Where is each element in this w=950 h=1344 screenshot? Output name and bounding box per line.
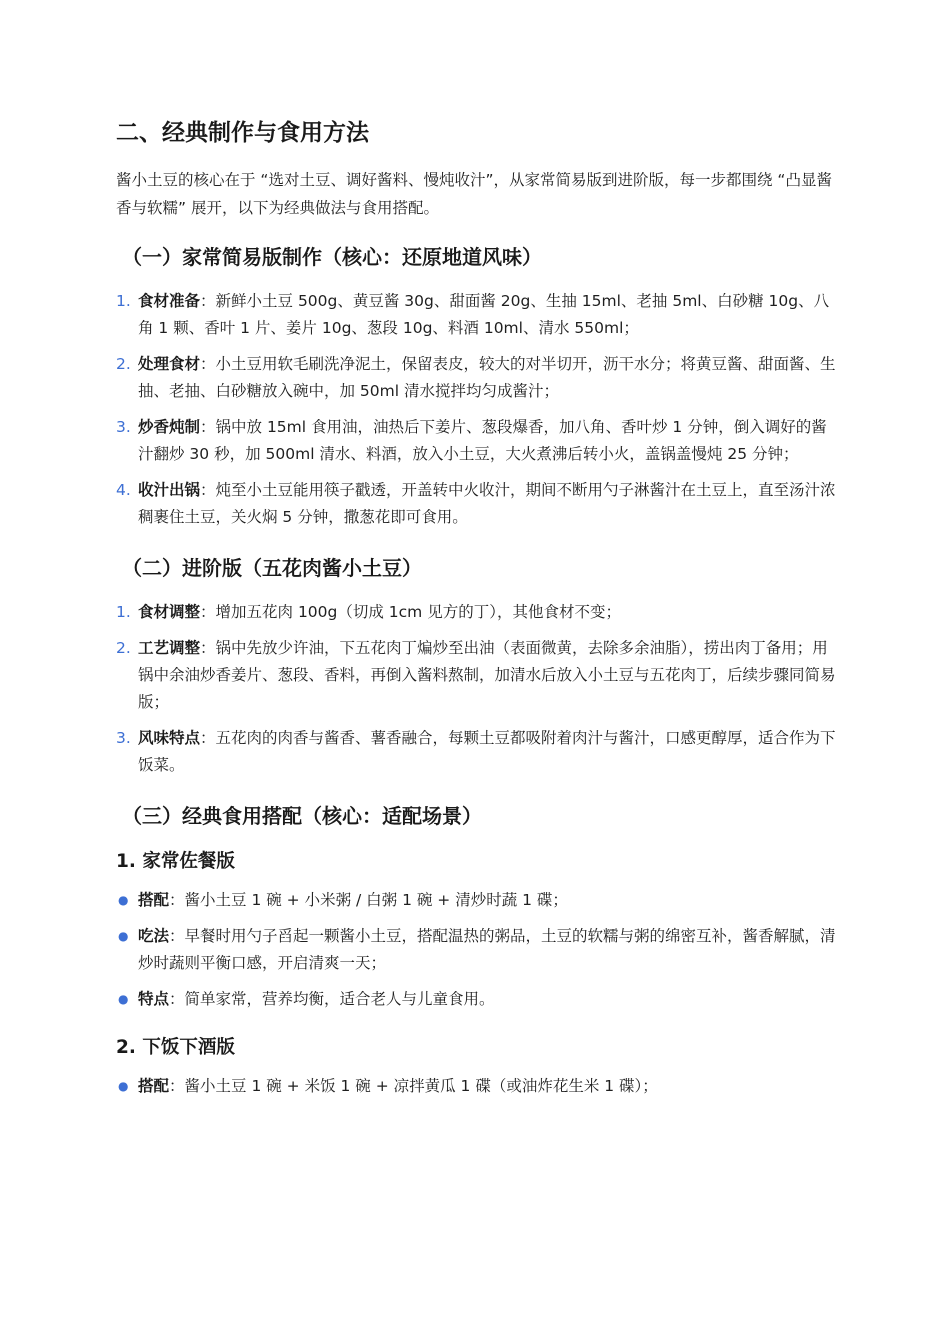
list-number: 3. (116, 418, 131, 436)
item-label: 处理食材 (138, 355, 201, 373)
item-text: ：简单家常，营养均衡，适合老人与儿童食用。 (169, 990, 495, 1008)
item-label: 食材准备 (138, 292, 201, 310)
section-heading: 二、经典制作与食用方法 (116, 120, 369, 146)
part3-heading: （三）经典食用搭配（核心：适配场景） (122, 804, 482, 828)
item-label: 风味特点 (138, 729, 201, 747)
item-label: 工艺调整 (138, 639, 201, 657)
list-item (116, 887, 838, 914)
list-item (116, 1073, 838, 1100)
list-number: 1. (116, 292, 131, 310)
item-text: ：小土豆用软毛刷洗净泥土，保留表皮，较大的对半切开，沥干水分；将黄豆酱、甜面酱、生抽、老抽、白砂糖放入碗中，加 50ml 清水搅拌均匀成酱汁； (138, 355, 836, 400)
group2-items (116, 1073, 838, 1100)
list-item (116, 477, 838, 531)
bullet-icon: ● (118, 929, 129, 943)
item-text: ：增加五花肉 100g（切成 1cm 见方的丁），其他食材不变； (200, 603, 621, 621)
list-item (116, 986, 838, 1013)
item-text: ：新鲜小土豆 500g、黄豆酱 30g、甜面酱 20g、生抽 15ml、老抽 5ml、白砂糖 10g、八角 1 颗、香叶 1 片、姜片 10g、葱段 10g、料酒 10ml、清水 550ml； (138, 292, 830, 337)
item-label: 食材调整 (138, 603, 201, 621)
document-body (116, 114, 838, 1120)
group1-heading: 1. 家常佐餐版 (116, 851, 235, 872)
list-item (116, 599, 838, 626)
item-label: 收汁出锅 (138, 481, 201, 499)
list-number: 3. (116, 729, 131, 747)
item-label: 特点 (138, 990, 170, 1008)
item-label: 搭配 (138, 1077, 170, 1095)
part2-steps (116, 599, 838, 779)
list-number: 1. (116, 603, 131, 621)
list-item (116, 351, 838, 405)
item-text: ：锅中放 15ml 食用油，油热后下姜片、葱段爆香，加八角、香叶炒 1 分钟，倒入调好的酱汁翻炒 30 秒，加 500ml 清水、料酒，放入小土豆，大火煮沸后转小火，盖锅盖慢炖 25 分钟； (138, 418, 827, 463)
list-number: 2. (116, 639, 131, 657)
item-text: ：酱小土豆 1 碗 + 米饭 1 碗 + 凉拌黄瓜 1 碟（或油炸花生米 1 碟）； (169, 1077, 658, 1095)
group1-items (116, 887, 838, 1013)
bullet-icon: ● (118, 1079, 129, 1093)
group2-heading: 2. 下饭下酒版 (116, 1037, 235, 1058)
item-text: ：炖至小土豆能用筷子戳透，开盖转中火收汁，期间不断用勺子淋酱汁在土豆上，直至汤汁浓稠裹住土豆，关火焖 5 分钟，撒葱花即可食用。 (138, 481, 836, 526)
item-label: 炒香炖制 (138, 418, 201, 436)
part1-steps (116, 288, 838, 531)
item-text: ：锅中先放少许油，下五花肉丁煸炒至出油（表面微黄，去除多余油脂），捞出肉丁备用；用锅中余油炒香姜片、葱段、香料，再倒入酱料熬制，加清水后放入小土豆与五花肉丁，后续步骤同简易版； (138, 639, 836, 711)
list-item (116, 288, 838, 342)
item-label: 吃法 (138, 927, 170, 945)
list-number: 4. (116, 481, 131, 499)
section-intro: 酱小土豆的核心在于 “选对土豆、调好酱料、慢炖收汁”，从家常简易版到进阶版，每一步都围绕 “凸显酱香与软糯” 展开，以下为经典做法与食用搭配。 (116, 171, 832, 217)
list-item (116, 635, 838, 716)
item-label: 搭配 (138, 891, 170, 909)
bullet-icon: ● (118, 992, 129, 1006)
bullet-icon: ● (118, 893, 129, 907)
part2-heading: （二）进阶版（五花肉酱小土豆） (122, 556, 422, 580)
list-item (116, 725, 838, 779)
part1-heading: （一）家常简易版制作（核心：还原地道风味） (122, 245, 542, 269)
item-text: ：酱小土豆 1 碗 + 小米粥 / 白粥 1 碗 + 清炒时蔬 1 碟； (169, 891, 568, 909)
list-item (116, 414, 838, 468)
list-item (116, 923, 838, 977)
list-number: 2. (116, 355, 131, 373)
item-text: ：早餐时用勺子舀起一颗酱小土豆，搭配温热的粥品，土豆的软糯与粥的绵密互补，酱香解腻，清炒时蔬则平衡口感，开启清爽一天； (138, 927, 836, 972)
item-text: ：五花肉的肉香与酱香、薯香融合，每颗土豆都吸附着肉汁与酱汁，口感更醇厚，适合作为下饭菜。 (138, 729, 836, 774)
